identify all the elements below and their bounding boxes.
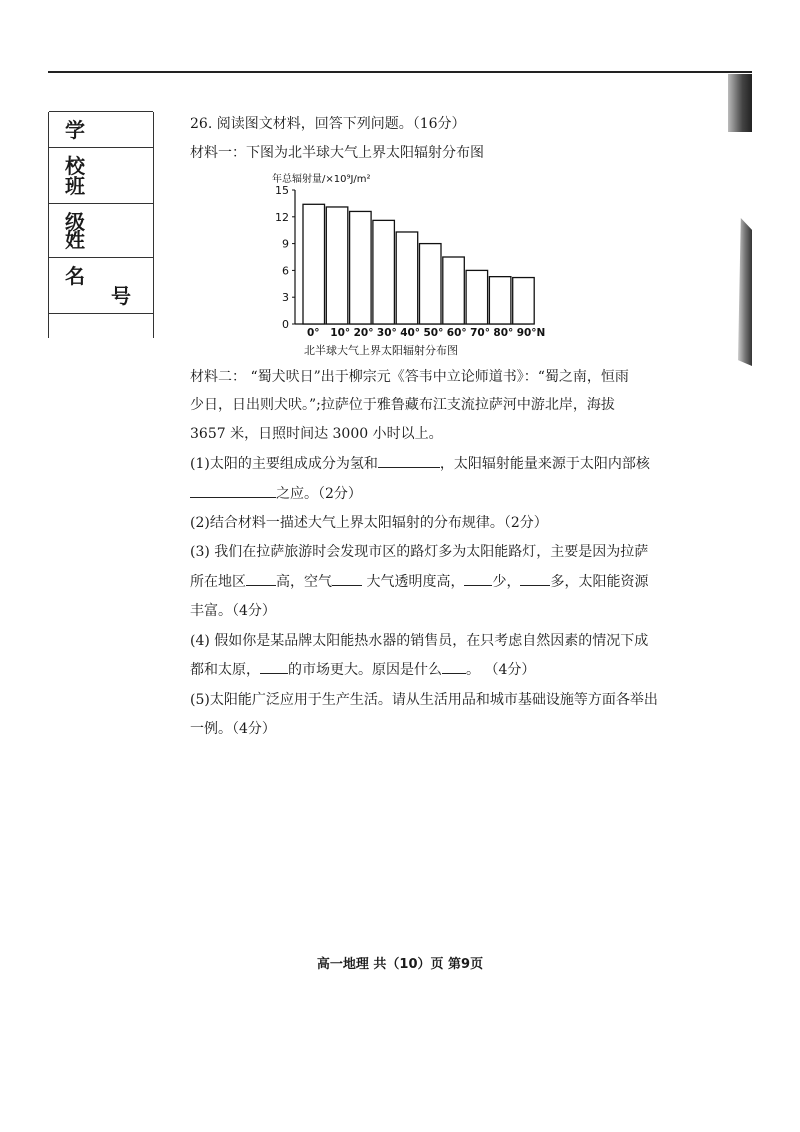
y-tick-label: 6 (282, 264, 289, 278)
q1-blank-2[interactable] (190, 497, 276, 498)
radiation-bar-chart (268, 170, 548, 360)
q4-line2 (190, 659, 535, 679)
x-tick-label: 90°N (516, 327, 546, 339)
bar (466, 270, 488, 324)
chart-ylabel: 年总辐射量/×10⁹J/m² (272, 174, 371, 185)
material2-line3: 3657 米，日照时间达 3000 小时以上。 (190, 426, 443, 442)
x-tick-label: 50° (423, 327, 444, 339)
q3-text-b5: 多，太阳能资源 (550, 574, 649, 590)
bar (373, 220, 395, 324)
q1-line1 (190, 453, 650, 473)
bar (489, 277, 511, 324)
info-number-label (49, 278, 153, 314)
q4-blank-2[interactable] (442, 673, 466, 674)
y-tick-label: 9 (282, 237, 289, 251)
top-rule (48, 71, 752, 73)
q1-blank-1[interactable] (378, 467, 440, 468)
bar (303, 204, 325, 324)
bar (420, 244, 442, 324)
q1-text-c: 之应。（2分） (276, 486, 362, 502)
q3-blank-3[interactable] (464, 585, 492, 586)
q4-text-b1: 都和太原， (190, 662, 260, 678)
bar (513, 278, 535, 324)
info-number-text: 号 (111, 284, 145, 308)
material1-caption: 材料一：下图为北半球大气上界太阳辐射分布图 (190, 145, 484, 161)
x-tick-label: 30° (376, 327, 397, 339)
x-tick-label: 70° (470, 327, 490, 339)
material2-line1: 材料二： “蜀犬吠日”出于柳宗元《答韦中立论师道书》：“蜀之南，恒雨 (190, 369, 629, 385)
bar (350, 211, 372, 324)
page-edge-shadow (728, 74, 752, 132)
q2-line: (2)结合材料一描述大气上界太阳辐射的分布规律。（2分） (190, 515, 548, 531)
x-tick-label: 40° (400, 327, 421, 339)
q3-text-b4: 少， (492, 574, 521, 590)
x-tick-label: 0° (307, 327, 320, 339)
page-edge-shadow (738, 218, 752, 366)
q3-line3: 丰富。（4分） (190, 603, 276, 619)
q3-blank-2[interactable] (332, 585, 362, 586)
q3-blank-1[interactable] (246, 585, 276, 586)
y-tick-label: 3 (282, 291, 289, 305)
y-tick-label: 12 (275, 210, 289, 224)
q3-line2 (190, 571, 648, 591)
student-info-box (48, 112, 154, 338)
q3-blank-4[interactable] (520, 585, 550, 586)
x-tick-label: 20° (353, 327, 374, 339)
material2-line2: 少日，日出则犬吠。”;拉萨位于雅鲁藏布江支流拉萨河中游北岸，海拔 (190, 397, 615, 413)
y-tick-label: 15 (275, 184, 289, 197)
bar (396, 232, 418, 324)
q3-text-b2: 高，空气 (276, 574, 332, 590)
info-school-label: 学 校 (49, 112, 153, 148)
q1-text-a: (1)太阳的主要组成成分为氢和 (190, 456, 378, 472)
x-tick-label: 10° (330, 327, 351, 339)
bar (443, 257, 465, 324)
q3-text-b3: 大气透明度高， (366, 574, 465, 590)
q4-text-b2: 的市场更大。原因是什么 (288, 662, 442, 678)
q5-line2: 一例。（4分） (190, 721, 276, 737)
q4-line1: (4) 假如你是某品牌太阳能热水器的销售员，在只考虑自然因素的情况下成 (190, 633, 649, 649)
y-tick-label: 0 (282, 318, 289, 331)
x-tick-label: 60° (446, 327, 467, 339)
page-footer: 高一地理 共（10）页 第9页 (316, 957, 484, 972)
info-class-label: 班 级 (49, 168, 153, 204)
q1-line2 (190, 483, 362, 503)
q3-line1: (3) 我们在拉萨旅游时会发现市区的路灯多为太阳能路灯，主要是因为拉萨 (190, 544, 649, 560)
info-name-label: 姓 名 (49, 222, 153, 258)
q5-line1: (5)太阳能广泛应用于生产生活。请从生活用品和城市基础设施等方面各举出 (190, 692, 658, 708)
q3-text-b1: 所在地区 (190, 574, 246, 590)
q4-text-b3: 。 （4分） (466, 662, 536, 678)
question-title: 26. 阅读图文材料，回答下列问题。（16分） (190, 116, 466, 132)
q4-blank-1[interactable] (260, 673, 288, 674)
q1-text-b: ，太阳辐射能量来源于太阳内部核 (439, 456, 650, 472)
chart-xlabel: 北半球大气上界太阳辐射分布图 (304, 344, 458, 357)
x-tick-label: 80° (493, 327, 514, 339)
bar (326, 207, 348, 324)
